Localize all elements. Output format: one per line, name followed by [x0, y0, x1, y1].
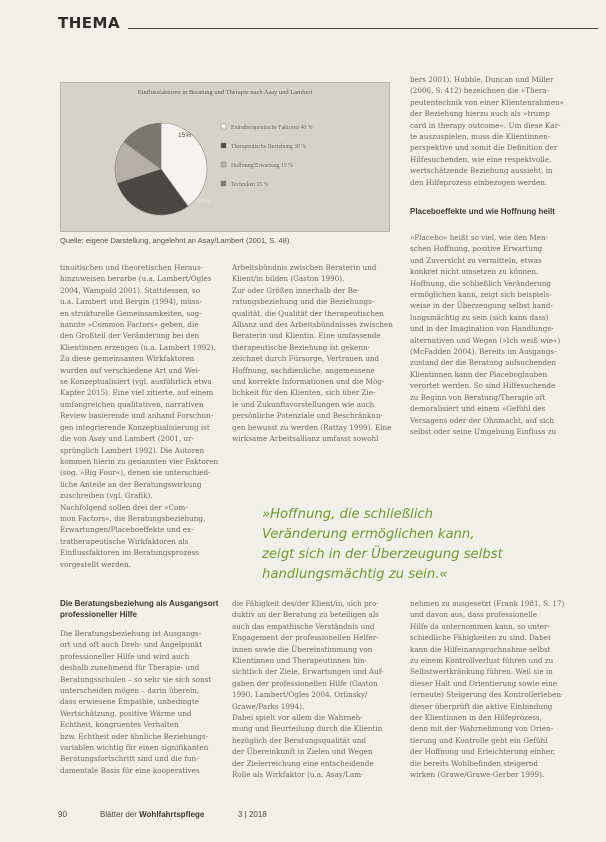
body-text-line: und davon aus, dass professionelle — [410, 610, 538, 620]
body-text-line: mon Factors«, die Beratungsbeziehung, — [60, 513, 206, 523]
body-text-line: Rolle als Wirkfaktor (u.a. Asay/Lam- — [232, 770, 364, 780]
body-text-line: (erneute) Steigerung des Kontrollerleben- — [410, 690, 564, 700]
body-text-line: (McFadden 2004). Bereits im Ausgangs- — [410, 347, 557, 357]
body-text-line: deshalb zunehmend für Therapie- und — [60, 663, 200, 673]
body-text-line: innen sowie die Übereinstimmung von — [232, 644, 373, 654]
body-text-line: und korrekte Informationen und die Mög- — [232, 377, 385, 387]
body-text-line: zustand der die Beratung aufsuchenden — [410, 358, 557, 368]
figure-title: Einflussfaktoren in Beratung und Therapie nach Asay und Lambert — [137, 89, 313, 96]
body-text-line: liche Anteile an der Beratungswirkung — [60, 479, 202, 489]
body-text-line: Arbeitsbündnis zwischen Beraterin und — [232, 263, 377, 272]
body-text-line: ratungsbeziehung und die Beziehungs- — [232, 297, 375, 307]
column-right-top — [410, 74, 576, 188]
body-text-line: se Konzeptualisiert (vgl. ausführlich etwa — [60, 377, 212, 387]
body-text-line: sichtlich der Ziele, Erwartungen und Auf- — [232, 667, 384, 677]
body-text-line: Beraterin und Klientin. Eine umfassende — [232, 331, 381, 341]
body-text-line: gen bewusst zu werden (Rattay 1999). Eine — [232, 422, 392, 432]
body-text-line: und in der Imagination von Handlungs- — [410, 324, 554, 334]
page-number: 90 — [58, 810, 67, 819]
body-text-line: Nachfolgend sollen drei der »Com- — [60, 502, 188, 512]
pull-quote-line: handlungsmächtig zu sein.« — [262, 567, 448, 582]
body-text-line: Review basierende und anhand Forschun- — [60, 411, 214, 421]
body-text-line: Zu diese gemeinsamen Wirkfaktoren — [60, 354, 195, 364]
journal-bold: Wohlfahrtspflege — [139, 810, 205, 819]
body-text-line: Allianz und des Arbeitsbündnisses zwischen — [232, 320, 393, 330]
body-text-line: Hoffnung, die schließlich Veränderung — [410, 278, 552, 288]
body-text-line: professioneller Hilfe und wird auch — [60, 651, 190, 661]
body-text-line: Engagement der professionellen Helfer- — [232, 633, 379, 643]
body-text-line: lungsmächtig zu sein (sich kann dass) — [410, 312, 549, 322]
body-text-line: sprünglich Lambert 1992). Die Autoren — [60, 445, 205, 455]
body-text-line: nannte »Common Factors« geben, die — [60, 320, 199, 330]
body-text-line: peutentechnik von einer Klientenrahmen« — [410, 97, 565, 107]
body-text-line: Klient/in bilden (Gaston 1990). — [232, 274, 345, 284]
body-text-line: kommen hierin zu genannten vier Faktoren — [60, 456, 219, 466]
pie-percent-label: 15% — [178, 132, 192, 139]
body-text-line: zu einem Kontrollverlust führen und zu — [410, 656, 554, 666]
body-text-line: dieser Halt und Orientierung sowie eine — [410, 678, 557, 688]
body-text-line: verortet werden. So sind Hilfesuchende — [410, 381, 556, 391]
body-text-line: demoralisiert und einem »Gefühl des — [410, 404, 546, 414]
body-text-line: Die Beratungsbeziehung ist Ausgangs- — [60, 629, 202, 638]
body-text-line: 1990, Lambert/Ogles 2004, Orlinsky/ — [232, 690, 368, 700]
body-text-line: dieser überprüft die aktive Einbindung — [410, 701, 553, 711]
pie-chart-figure — [60, 82, 390, 232]
pull-quote — [262, 505, 562, 585]
body-text-line: wertschätzende Beziehung aussieht, in — [410, 166, 553, 176]
body-text-line: Echtheit, kongruentes Verhalten — [60, 720, 179, 730]
subheading-beratungsbeziehung: Die Beratungsbeziehung als Ausgangsort professioneller Hilfe — [60, 599, 219, 619]
legend-swatch — [221, 143, 226, 148]
journal-prefix: Blätter der — [100, 810, 140, 819]
pull-quote-line: »Hoffnung, die schließlich — [262, 507, 433, 522]
pie-percent-label: 30% — [197, 198, 211, 205]
body-text-line: Hoffnung, sachdienliche, angemessene — [232, 365, 375, 375]
body-text-line: (sog. »Big Four«), denen sie unterschied- — [60, 468, 211, 478]
page-footer — [58, 810, 598, 824]
body-text-line: duktiv an der Beratung zu beteiligen als — [232, 610, 379, 620]
legend-swatch — [221, 181, 226, 186]
legend-label: Hoffnung/Erwartung 15 % — [231, 163, 294, 169]
body-text-line: qualität, die Qualität der therapeutischen — [232, 308, 384, 318]
body-text-line: (2006, S. 412) bezeichnen die »Thera- — [410, 86, 550, 96]
column-left-top — [60, 262, 220, 570]
body-text-line: mung und Beurteilung durch die Klientin — [232, 724, 383, 734]
body-text-line: Erwartungen/Placeboeffekte und ex- — [60, 525, 194, 535]
body-text-line: card in therapy outcome«. Um diese Kar- — [410, 120, 561, 130]
body-text-line: Hilfe da unternommen kann, so unter- — [410, 621, 550, 631]
body-text-line: u.a. Lambert und Bergin (1994), müss- — [60, 297, 202, 307]
body-text-line: die Fähigkeit des/der Klient/in, sich pro- — [232, 599, 379, 608]
body-text-line: zuschreiben (vgl. Grafik). — [60, 491, 153, 501]
body-text-line: bzw. Echtheit oder ähnliche Beziehungs- — [60, 731, 209, 741]
body-text-line: Klientinnen und Therapeutinnen hin- — [232, 656, 368, 666]
body-text-line: Hilfesuchenden, wie eine respektvolle, — [410, 154, 552, 164]
body-text-line: therapeutische Beziehung ist gekenn- — [232, 342, 371, 352]
body-text-line: bezüglich der Beratungsqualität und — [232, 735, 366, 745]
body-text-line: Kapfer 2015). Eine viel zitierte, auf einem — [60, 388, 214, 398]
section-header — [58, 14, 598, 36]
body-text-line: damentale Basis für eine kooperatives — [60, 765, 200, 775]
body-text-line: der Übereinkunft in Zielen und Wegen — [232, 747, 373, 757]
body-text-line: persönliche Potenziale und Beschränkun- — [232, 411, 383, 421]
body-text-line: perspektive und somit die Definition der — [410, 143, 558, 153]
body-text-line: schen Hoffnung, positive Erwartung — [410, 244, 543, 254]
legend-label: Therapeutische Beziehung 30 % — [231, 144, 307, 150]
body-text-line: den Hilfeprozess einbezogen werden. — [410, 177, 548, 187]
section-rule — [128, 28, 598, 29]
column-left-bottom — [60, 628, 220, 776]
body-text-line: wurden auf verschiedene Art und Wei- — [60, 365, 201, 375]
body-text-line: variablen wichtig für einen signifikanten — [60, 743, 209, 753]
body-text-line: zu Beginn von Beratung/Therapie oft — [410, 392, 546, 402]
body-text-line: wirken (Grawe/Grawe-Gerber 1999). — [410, 770, 545, 780]
body-text-line: die von Asay und Lambert (2001, ur- — [60, 434, 194, 444]
body-text-line: kann die Hilfeinanspruchnahme selbst — [410, 644, 551, 654]
body-text-line: selbst oder seine Umgebung Einfluss zu — [410, 426, 557, 436]
body-text-line: konkret nicht umsetzen zu können. — [410, 267, 539, 277]
body-text-line: vorgestellt werden. — [60, 559, 131, 569]
column-right-middle — [410, 232, 576, 437]
legend-swatch — [221, 162, 226, 167]
body-text-line: der Beziehung hierzu auch als »trump — [410, 109, 550, 119]
body-text-line: ermöglichen kann, zeigt sich beispiels- — [410, 290, 552, 300]
legend-label: Extratherapeutische Faktoren 40 % — [231, 125, 313, 131]
body-text-line: dass erwiesene Empathie, unbedingte — [60, 697, 200, 707]
body-text-line: den Großteil der Veränderung bei den — [60, 331, 200, 341]
pull-quote-line: Veränderung ermöglichen kann, — [262, 527, 475, 542]
body-text-line: Selbstwertkränkung führen. Weil sie in — [410, 667, 553, 677]
section-label: THEMA — [58, 14, 121, 32]
subheading-placebo: Placeboeffekte und wie Hoffnung heilt — [410, 207, 555, 216]
body-text-line: unterscheiden mögen – darin überein, — [60, 686, 200, 696]
body-text-line: schiedliche Fähigkeiten zu sind. Dabei — [410, 633, 551, 643]
body-text-line: wirksame Arbeitsallianz umfasst sowohl — [232, 434, 379, 444]
body-text-line: lichkeit für den Klienten, sich über Zie- — [232, 388, 376, 398]
pie-chart — [61, 83, 391, 233]
issue-number: 3 | 2018 — [238, 810, 267, 819]
body-text-line: nehmen zu ausgesetzt (Frank 1981, S. 17) — [410, 599, 565, 608]
column-middle-top — [232, 262, 394, 445]
body-text-line: auch das empathische Verständnis und — [232, 621, 375, 631]
legend-label: Techniken 15 % — [231, 182, 269, 188]
body-text-line: gen integrierende Konzeptualisierung ist — [60, 422, 210, 432]
body-text-line: tierung und Kontrolle geht ein Gefühl — [410, 735, 548, 745]
body-text-line: Wertschätzung, positive Wärme und — [60, 708, 192, 718]
body-text-line: Klientinnen kann der Placeboglauben — [410, 369, 548, 379]
body-text-line: Einflussfaktoren im Beratungsprozess — [60, 548, 199, 558]
body-text-line: Dabei spielt vor allem die Wahrneh- — [232, 713, 363, 723]
body-text-line: bers 2001). Hubble, Duncan und Miller — [410, 75, 554, 84]
body-text-line: und Zuversicht zu vermitteln, etwas — [410, 255, 542, 265]
legend-swatch — [221, 124, 226, 129]
body-text-line: zeichnet durch Fürsorge, Vertrauen und — [232, 354, 380, 364]
column-middle-bottom — [232, 598, 394, 781]
body-text-line: umfangreichen qualitativen, narrativen — [60, 399, 204, 409]
body-text-line: gaben der professionellen Hilfe (Gaston — [232, 678, 378, 688]
body-text-line: 2004, Wampold 2001). Stattdessen, so — [60, 285, 201, 295]
body-text-line: tinuitischen und theoretischen Heraus- — [60, 263, 204, 272]
body-text-line: ort und oft auch Dreh- und Angelpunkt — [60, 640, 203, 650]
body-text-line: hinzuweisen berarbe (u.a. Lambert/Ogles — [60, 274, 212, 284]
pull-quote-line: zeigt sich in der Überzeugung selbst — [262, 547, 503, 562]
body-text-line: tratherapeutische Wirkfaktoren als — [60, 536, 189, 546]
body-text-line: der Klientinnen in den Hilfeprozess, — [410, 713, 542, 723]
journal-name — [100, 810, 204, 819]
body-text-line: Beratungsfortschritt sind und die fun- — [60, 754, 199, 764]
column-right-bottom — [410, 598, 576, 781]
body-text-line: Klientinnen erzeugen (u.a. Lambert 1992). — [60, 342, 216, 352]
body-text-line: le und Zukunftsvorstellungen wie auch — [232, 399, 375, 409]
body-text-line: alternativen und Wegen (»Ich weiß wie«) — [410, 335, 561, 345]
body-text-line: en strukturelle Gemeinsamkeiten, sog- — [60, 308, 202, 318]
body-text-line: die bereits Wohlbefinden steigernd — [410, 758, 538, 768]
body-text-line: Beratungsschulen – so sehr sie sich sonst — [60, 674, 212, 684]
body-text-line: te auszuspielen, muss die Klientinnen- — [410, 132, 551, 142]
body-text-line: der Hoffnung und Erleichterung einher, — [410, 747, 556, 757]
body-text-line: »Placebo« heißt so viel, wie den Men- — [410, 233, 549, 242]
figure-caption: Quelle: eigene Darstellung, angelehnt an Asay/Lambert (2001, S. 48) — [60, 236, 290, 245]
body-text-line: weise in der Überzeugung selbst hand- — [410, 301, 553, 311]
body-text-line: Grawe/Parks 1994). — [232, 701, 305, 711]
body-text-line: denn mit der Wahrnehmung von Orien- — [410, 724, 554, 734]
body-text-line: der Zielerreichung eine entscheidende — [232, 758, 374, 768]
body-text-line: Versagens oder der Ohnmacht, auf sich — [410, 415, 554, 425]
body-text-line: Zur oder Größen innerhalb der Be- — [232, 285, 360, 295]
